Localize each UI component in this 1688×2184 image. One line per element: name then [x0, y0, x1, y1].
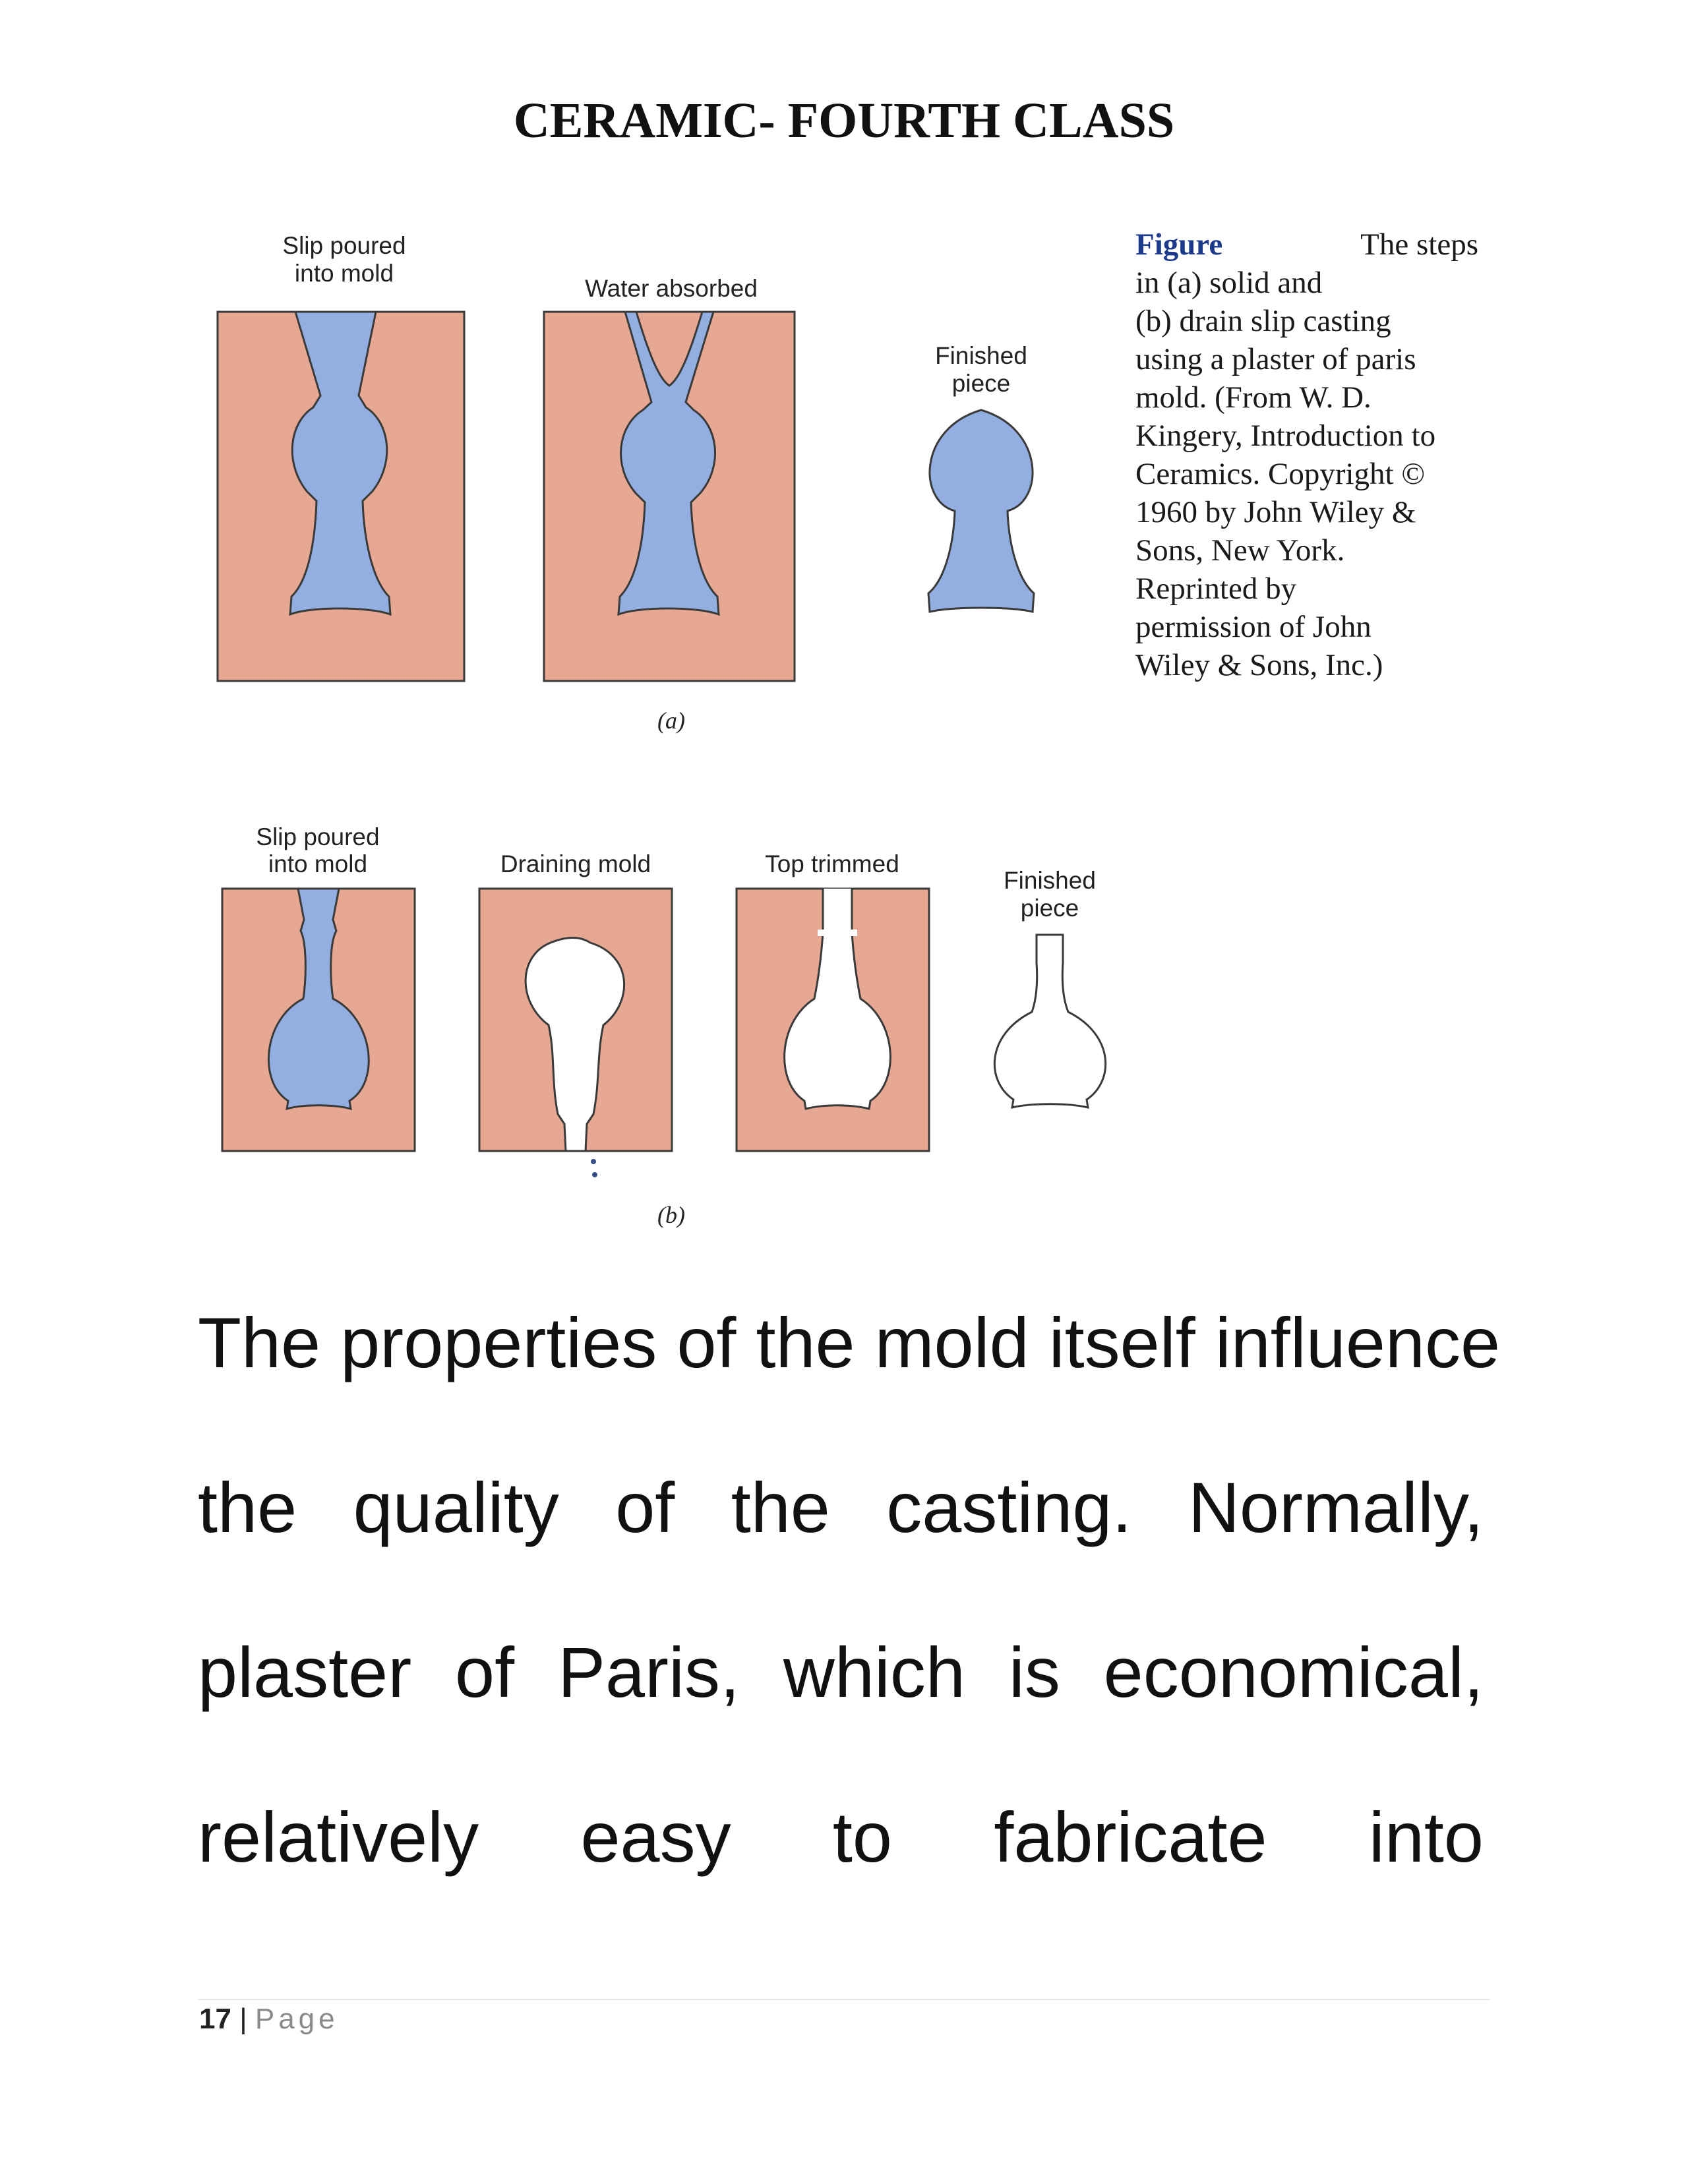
caption-line: in (a) solid and: [1135, 266, 1323, 300]
caption-line: Ceramics. Copyright ©: [1135, 457, 1426, 491]
body-word: of: [615, 1467, 675, 1547]
caption-line: permission of John: [1135, 610, 1372, 644]
label-into-mold: into mold: [294, 260, 394, 287]
caption-line: Sons, New York.: [1135, 533, 1345, 568]
label-piece: piece: [951, 370, 1011, 397]
caption-line: (b) drain slip casting: [1135, 304, 1391, 338]
body-line: The properties of the mold itself influence: [198, 1303, 1501, 1382]
label-into-mold-b: into mold: [268, 850, 368, 877]
body-word: to: [832, 1797, 892, 1877]
panel-b-step3: [737, 850, 929, 1151]
label-finished: Finished: [935, 342, 1027, 369]
page-footer: [199, 2003, 339, 2036]
caption-figure-word: Figure: [1135, 227, 1223, 262]
body-word: plaster: [198, 1632, 412, 1712]
body-word: the: [731, 1467, 830, 1547]
body-word: into: [1368, 1797, 1484, 1877]
body-word: casting.: [886, 1467, 1132, 1547]
label-draining-mold: Draining mold: [500, 850, 651, 877]
panel-a-label: (a): [657, 707, 685, 734]
caption-line: Kingery, Introduction to: [1135, 419, 1436, 453]
label-water-absorbed: Water absorbed: [585, 275, 758, 302]
body-word: Normally,: [1188, 1467, 1484, 1547]
label-top-trimmed: Top trimmed: [765, 850, 899, 877]
panel-b-label: (b): [657, 1202, 685, 1228]
body-word: fabricate: [994, 1797, 1267, 1877]
panel-a-step2: [544, 275, 795, 681]
label-finished-b: Finished: [1004, 867, 1096, 894]
body-word: the: [198, 1467, 297, 1547]
figure-caption: [1135, 225, 1478, 684]
body-word: economical,: [1103, 1632, 1484, 1712]
body-word: of: [455, 1632, 515, 1712]
panel-b-step4: [994, 867, 1105, 1107]
caption-line: Reprinted by: [1135, 572, 1297, 606]
panel-a-step1: [218, 232, 464, 681]
body-word: Paris,: [557, 1632, 740, 1712]
caption-line: 1960 by John Wiley &: [1135, 495, 1416, 529]
caption-head-rest: The steps: [1360, 227, 1478, 262]
page-number: 17: [199, 2003, 231, 2035]
body-line: [198, 1632, 1484, 1713]
label-piece-b: piece: [1020, 895, 1079, 922]
body-word: which: [783, 1632, 965, 1712]
finished-piece: [928, 410, 1034, 612]
body-word: is: [1008, 1632, 1060, 1712]
page-header-title: CERAMIC- FOURTH CLASS: [513, 93, 1175, 148]
finished-piece-b: [994, 935, 1105, 1107]
panel-b-step2: [479, 850, 672, 1177]
body-word: easy: [580, 1797, 731, 1877]
label-slip-poured-b: Slip poured: [256, 823, 380, 850]
body-word: quality: [353, 1467, 559, 1547]
footer-divider: [198, 1999, 1490, 2000]
caption-line: mold. (From W. D.: [1135, 380, 1372, 415]
panel-a-step3: [928, 342, 1034, 612]
body-line: [198, 1796, 1484, 1878]
body-line: [198, 1467, 1484, 1549]
body-word: relatively: [198, 1797, 479, 1877]
label-slip-poured: Slip poured: [282, 232, 406, 259]
body-paragraph: [198, 1302, 1501, 1961]
caption-line: using a plaster of paris: [1135, 342, 1416, 376]
page-separator: |: [239, 2003, 247, 2035]
page-word: Page: [255, 2003, 339, 2035]
caption-line: Wiley & Sons, Inc.): [1135, 648, 1383, 682]
panel-b-step1: [222, 823, 415, 1151]
